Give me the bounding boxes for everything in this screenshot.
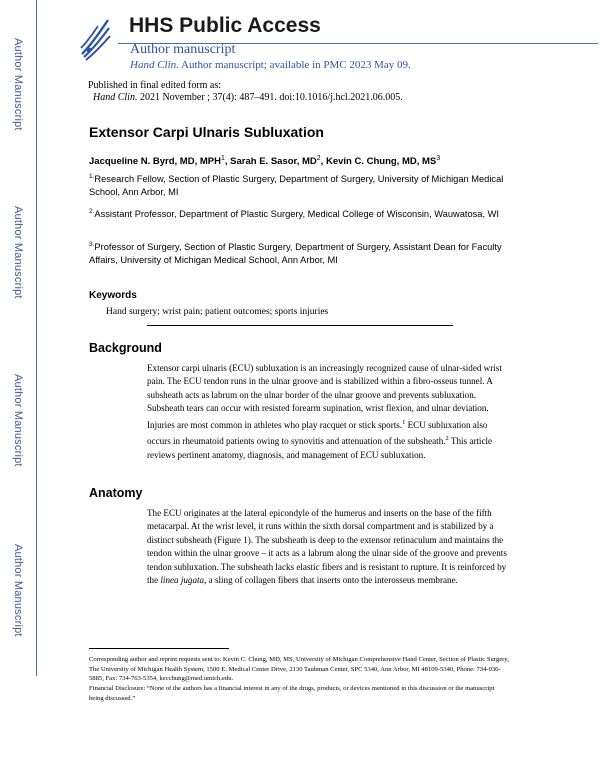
corresponding-author-note: Corresponding author and reprint requests sent to: Kevin C. Chung, MD, MS, University of Michigan Comprehensive Hand Center, Section of Plastic Surgery, The University of Michigan Health System, 1500 E. Medical Center Drive, 2130 Taubman Center, SPC 5340, Ann Arbor, MI 48109-5340, Phone: 734-936-5885, Fax: 734-763-5354, kecchung@med.umich.edu. [89, 656, 509, 682]
article-title: Extensor Carpi Ulnaris Subluxation [89, 124, 324, 140]
availability-text: Author manuscript; available in PMC 2023 May 09. [178, 59, 411, 71]
author-sup: 2 [316, 155, 321, 162]
side-label-author-manuscript: Author Manuscript [12, 205, 24, 299]
affiliation-1 [89, 170, 519, 199]
affiliation-sup: 2. [89, 208, 95, 215]
affiliation-text: Research Fellow, Section of Plastic Surgery, Department of Surgery, University of Michigan Medical School, Ann Arbor, MI [89, 174, 504, 198]
background-heading: Background [89, 341, 162, 355]
citation-sup: 2 [445, 435, 449, 443]
side-label-author-manuscript: Author Manuscript [12, 37, 24, 131]
background-paragraph [147, 362, 511, 462]
citation-details: 2021 November ; 37(4): 487–491. doi:10.1016/j.hcl.2021.06.005. [137, 92, 403, 103]
side-label-author-manuscript: Author Manuscript [12, 373, 24, 467]
affiliation-sup: 3. [89, 241, 95, 248]
background-text: This article reviews pertinent anatomy, diagnosis, and management of ECU subluxation. [147, 436, 493, 460]
keywords-heading: Keywords [89, 290, 137, 301]
journal-name: Hand Clin. [130, 59, 179, 71]
affiliation-text: Assistant Professor, Department of Plastic Surgery, Medical College of Wisconsin, Wauwatosa, WI [94, 209, 499, 220]
affiliation-text: Professor of Surgery, Section of Plastic Surgery, Department of Surgery, Assistant Dean for Faculty Affairs, University of Michigan Medical School, Ann Arbor, MI [89, 242, 502, 266]
citation-journal: Hand Clin. [93, 92, 138, 103]
author-list [89, 155, 440, 167]
author-sup: 1 [220, 155, 225, 162]
author-name: Sarah E. Sasor, MD [230, 156, 317, 168]
author-sep: , [224, 156, 231, 168]
affiliation-3 [89, 238, 519, 267]
background-text: ECU subluxation also occurs in rheumatoid patients owing to synovitis and attenuation of the subsheath. [147, 419, 488, 447]
anatomy-text: The ECU originates at the lateral epicondyle of the humerus and inserts on the base of the fifth metacarpal. At the wrist level, it runs within the sixth dorsal compartment and is stabilized by a distinct subsheath (Figure 1). The subsheath is deep to the extensor retinaculum and maintains the tendon within the ulnar groove – it acts as a labrum along the ulnar side of the groove and prevents tendon subluxation. The subsheath lacks elastic fibers and is resistant to rupture. It is reinforced by the [147, 508, 507, 586]
keywords-text: Hand surgery; wrist pain; patient outcomes; sports injuries [106, 307, 329, 317]
anatomy-italic-term: linea jugata [160, 575, 205, 586]
side-label-author-manuscript: Author Manuscript [12, 543, 24, 637]
published-line: Published in final edited form as: [88, 80, 222, 91]
hhs-eagle-icon [78, 14, 112, 64]
citation-sup: 1 [402, 418, 406, 426]
affiliation-2 [89, 205, 519, 221]
anatomy-heading: Anatomy [89, 486, 143, 500]
journal-availability-line [130, 59, 411, 71]
citation-line [93, 92, 403, 103]
author-sup: 3 [436, 155, 441, 162]
sidebar-divider [36, 0, 37, 676]
background-text: Extensor carpi ulnaris (ECU) subluxation is an increasingly recognized cause of ulnar-sided wrist pain. The ECU tendon runs in the ulnar groove and is stabilized within a fibro-osseus tunnel. A subsheath acts as labrum on the ulnar border of the ulnar groove and prevents subluxation. Subsheath tears can occur with resisted forearm supination, wrist flexion, and ulnar deviation. Injuries are most common in athletes who play racquet or stick sports. [147, 363, 502, 430]
anatomy-paragraph [147, 507, 511, 587]
affiliation-sup: 1. [89, 173, 95, 180]
author-sep: , [320, 156, 326, 168]
author-manuscript-label: Author manuscript [130, 42, 236, 57]
keywords-rule [147, 325, 453, 326]
financial-disclosure-note: Financial Disclosure: “None of the authors has a financial interest in any of the drugs, products, or devices mentioned in this discussion or the manuscript being discussed.” [89, 685, 495, 702]
hhs-public-access-title: HHS Public Access [129, 14, 321, 37]
author-name: Kevin C. Chung, MD, MS [325, 156, 437, 168]
author-name: Jacqueline N. Byrd, MD, MPH [89, 156, 221, 168]
footnote-rule [89, 648, 229, 649]
anatomy-text: , a sling of collagen fibers that inserts onto the interosseus membrane. [204, 575, 458, 586]
